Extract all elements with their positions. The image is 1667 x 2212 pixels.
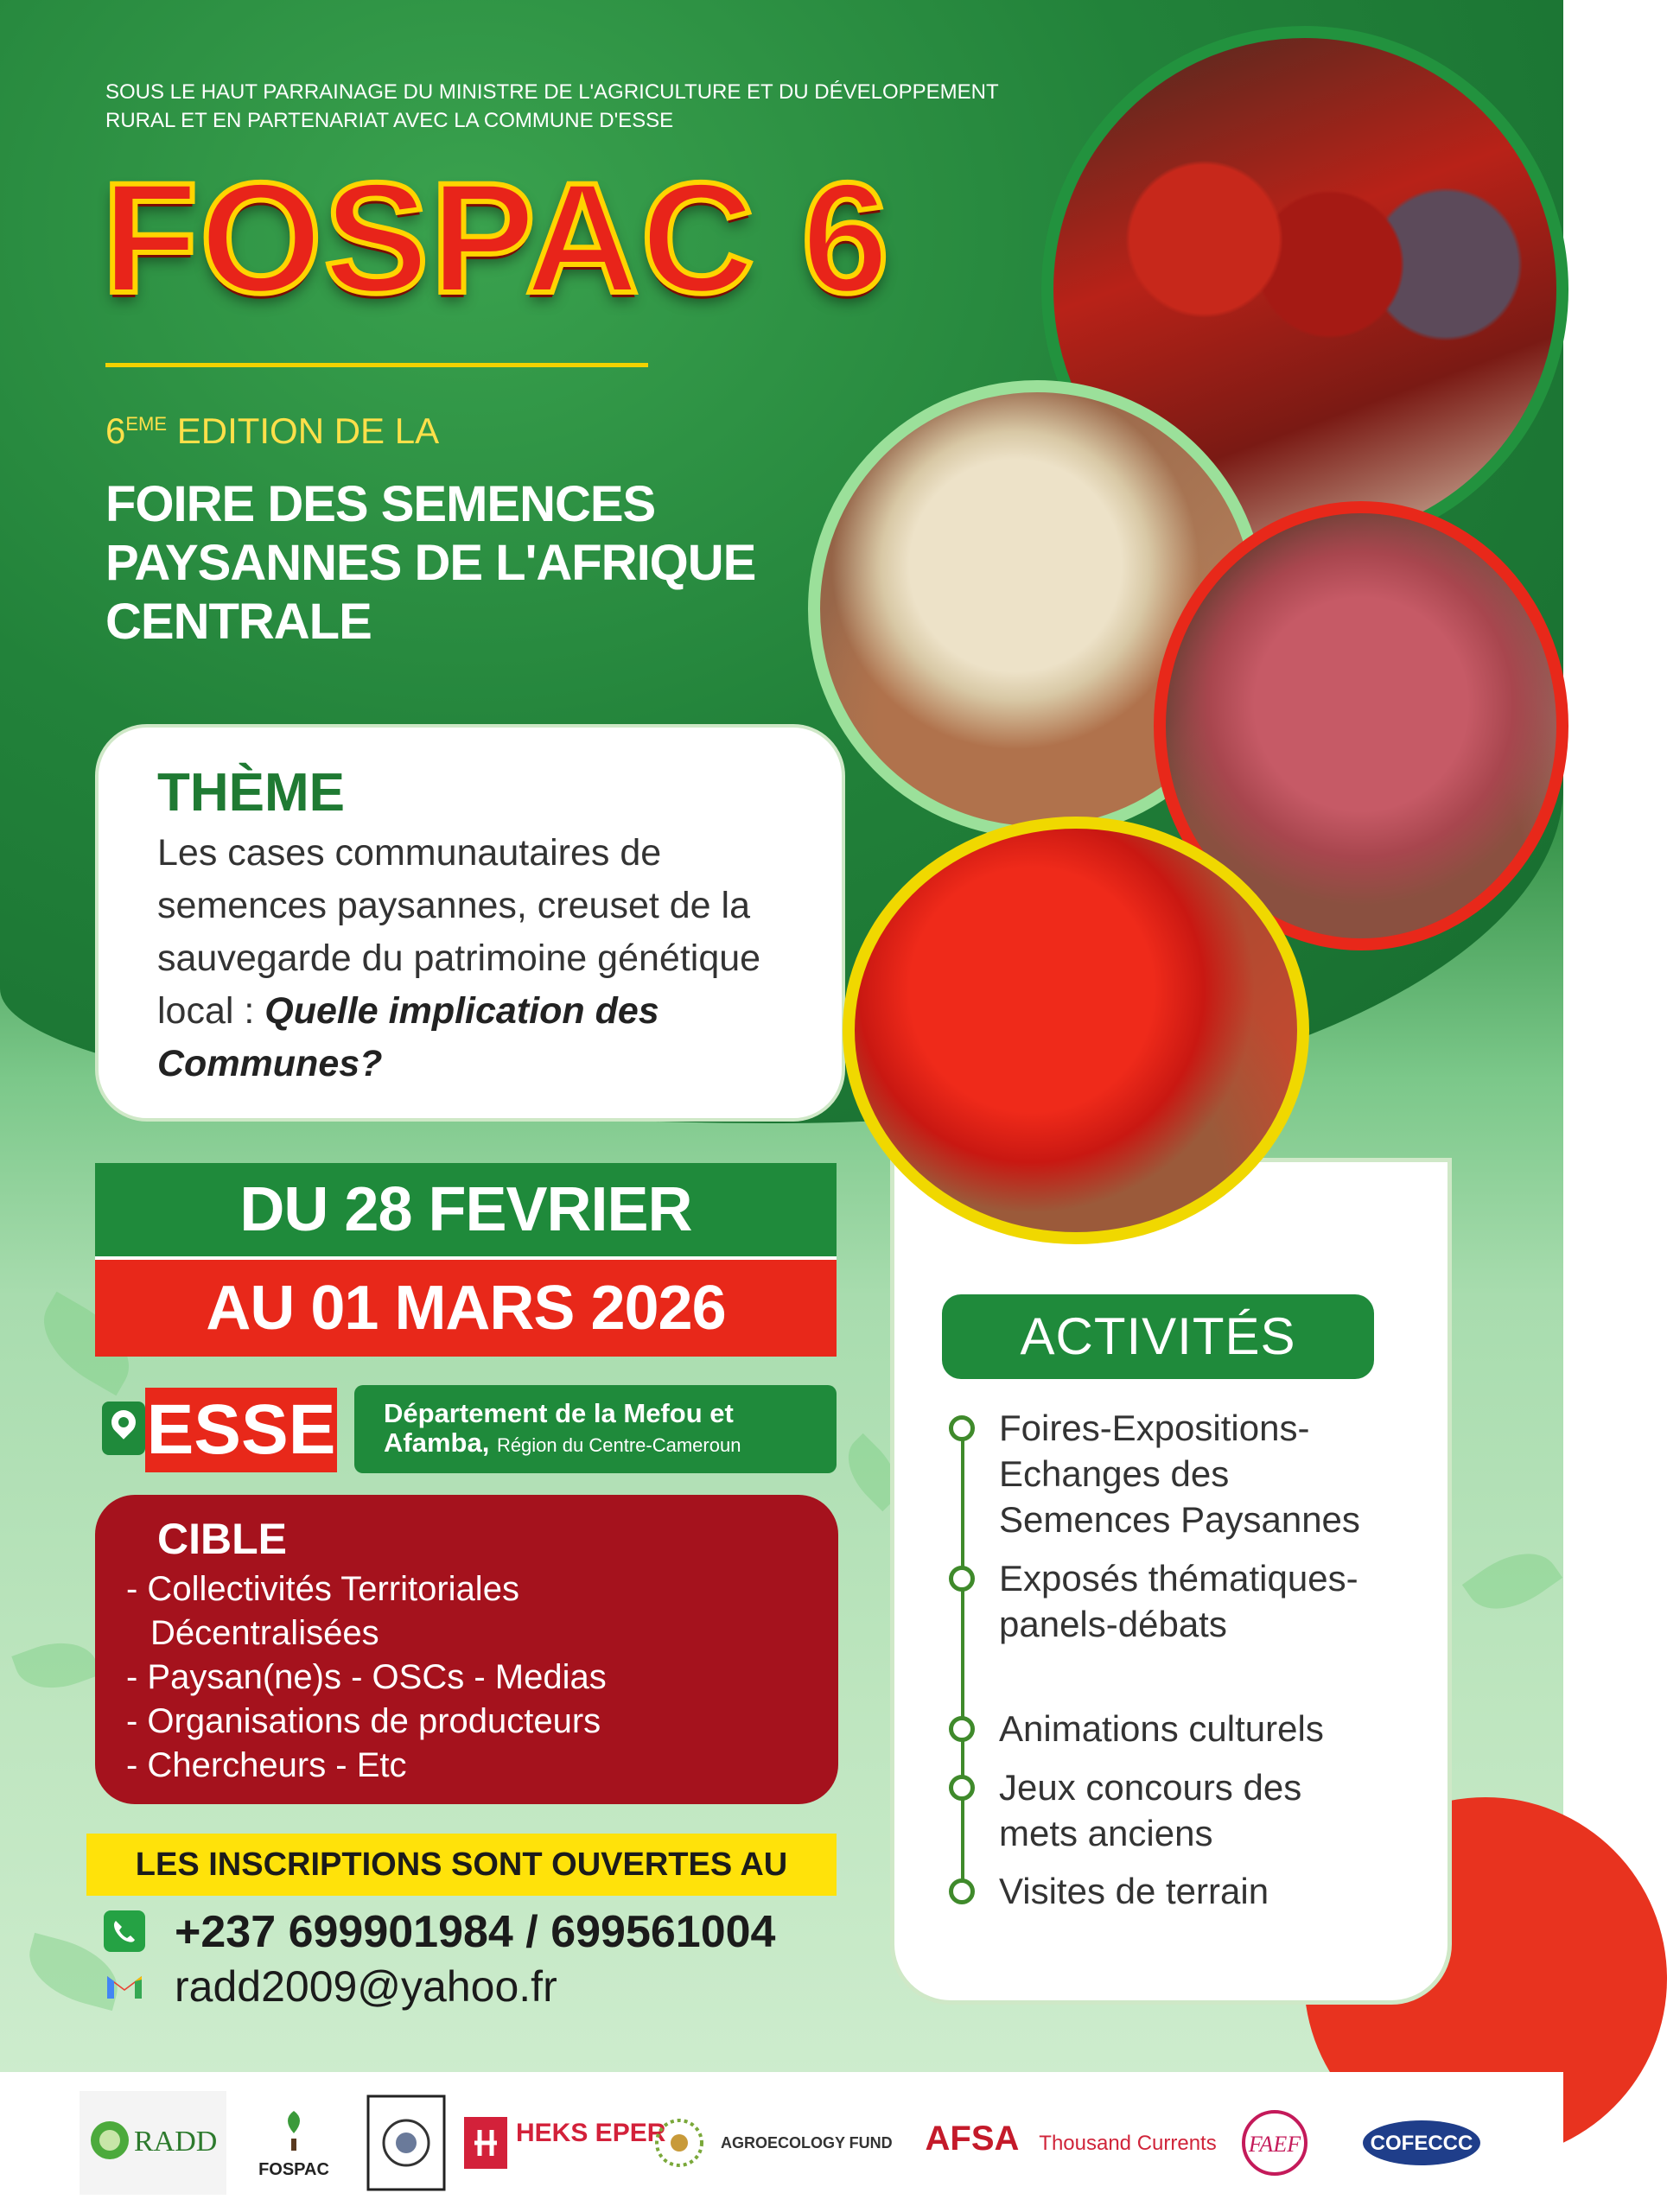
target-item: - Paysan(ne)s - OSCs - Medias <box>126 1658 607 1696</box>
target-item: - Organisations de producteurs <box>126 1702 601 1740</box>
target-item: - Collectivités Territoriales <box>126 1570 519 1608</box>
event-title: FOSPAC 6 <box>102 149 891 326</box>
target-audience-card <box>95 1495 838 1804</box>
target-heading: CIBLE <box>157 1515 287 1563</box>
svg-text:FAEF: FAEF <box>1248 2132 1301 2157</box>
bullet-dot-icon <box>949 1566 975 1592</box>
activity-item: Foires-Expositions-Echanges des Semences Paysannes <box>961 1405 1367 1542</box>
leaf-decoration <box>11 1630 100 1700</box>
phone-icon <box>104 1910 145 1952</box>
registration-banner: LES INSCRIPTIONS SONT OUVERTES AU <box>86 1834 837 1896</box>
svg-text:AGROECOLOGY FUND: AGROECOLOGY FUND <box>721 2134 893 2152</box>
afsa-logo <box>903 2091 1041 2195</box>
theme-heading: THÈME <box>157 763 345 823</box>
svg-text:HEKS EPER: HEKS EPER <box>516 2119 666 2147</box>
department-label: Département de la Mefou et Afamba, Région du Centre-Cameroun <box>354 1385 837 1473</box>
leaf-decoration <box>1462 1535 1562 1628</box>
commune-esse-logo <box>363 2091 449 2195</box>
title-underline <box>105 363 648 367</box>
theme-card <box>95 724 845 1122</box>
faef-logo <box>1227 2091 1322 2195</box>
heks-eper-logo <box>462 2091 666 2195</box>
activity-item: Exposés thématiques-panels-débats <box>961 1555 1367 1647</box>
activity-item: Visites de terrain <box>961 1868 1367 1914</box>
cherry-tomatoes-photo <box>843 817 1309 1244</box>
activity-item: Animations culturels <box>961 1706 1367 1751</box>
date-start-banner: DU 28 FEVRIER <box>95 1163 837 1260</box>
theme-text: Les cases communautaires de semences paysannes, creuset de la sauvegarde du patrimoine génétique local : Quelle implication des Communes? <box>157 832 761 1084</box>
svg-text:FOSPAC: FOSPAC <box>258 2160 329 2179</box>
contact-phone[interactable]: +237 699901984 / 699561004 <box>104 1905 775 1959</box>
target-item: Décentralisées <box>150 1614 379 1652</box>
location-name: ESSE <box>145 1388 337 1472</box>
date-end-banner: AU 01 MARS 2026 <box>95 1260 837 1357</box>
edition-line: 6EME EDITION DE LA <box>105 410 440 451</box>
cofeccc-logo <box>1357 2091 1486 2195</box>
bullet-dot-icon <box>949 1716 975 1742</box>
radd-logo <box>80 2091 226 2195</box>
location-pin-icon <box>102 1402 145 1455</box>
agroecology-fund-logo <box>650 2091 893 2195</box>
target-list <box>126 1567 838 1788</box>
fospac-logo <box>242 2091 346 2195</box>
target-item: - Chercheurs - Etc <box>126 1746 407 1784</box>
thousand-currents-logo <box>1039 2091 1217 2195</box>
svg-text:AFSA: AFSA <box>925 2120 1020 2158</box>
bullet-dot-icon <box>949 1415 975 1441</box>
activities-heading: ACTIVITÉS <box>942 1294 1374 1379</box>
activity-item: Jeux concours des mets anciens <box>961 1764 1367 1856</box>
bullet-dot-icon <box>949 1878 975 1904</box>
svg-text:COFECCC: COFECCC <box>1370 2132 1473 2155</box>
fair-name: FOIRE DES SEMENCES PAYSANNES DE L'AFRIQUE CENTRALE <box>105 476 756 650</box>
contact-email[interactable]: radd2009@yahoo.fr <box>104 1960 557 2013</box>
patronage-text: SOUS LE HAUT PARRAINAGE DU MINISTRE DE L'AGRICULTURE ET DU DÉVELOPPEMENT RURAL ET EN PARTENARIAT AVEC LA COMMUNE D'ESSE <box>105 80 999 132</box>
gmail-icon <box>104 1966 145 2007</box>
bullet-dot-icon <box>949 1775 975 1801</box>
svg-text:Thousand Currents: Thousand Currents <box>1039 2132 1217 2155</box>
svg-text:RADD: RADD <box>134 2126 218 2158</box>
